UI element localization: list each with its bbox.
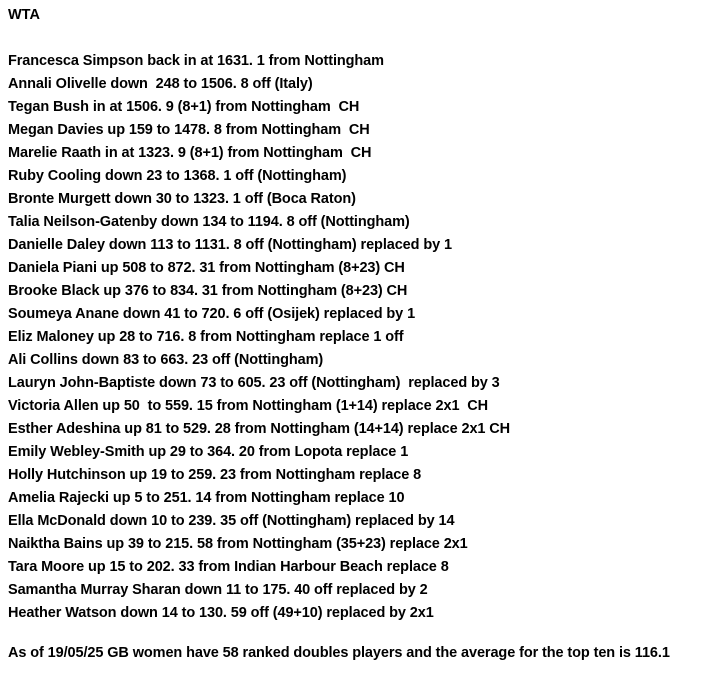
- ranking-entry: Bronte Murgett down 30 to 1323. 1 off (Boca Raton): [8, 191, 356, 207]
- ranking-entry: Danielle Daley down 113 to 1131. 8 off (Nottingham) replaced by 1: [8, 237, 452, 253]
- ranking-entry: Soumeya Anane down 41 to 720. 6 off (Osijek) replaced by 1: [8, 306, 416, 322]
- ranking-entry: Eliz Maloney up 28 to 716. 8 from Nottingham replace 1 off: [8, 329, 404, 345]
- ranking-entry: Tegan Bush in at 1506. 9 (8+1) from Nottingham CH: [8, 99, 360, 115]
- ranking-entry: Brooke Black up 376 to 834. 31 from Nottingham (8+23) CH: [8, 283, 408, 299]
- summary-footer: As of 19/05/25 GB women have 58 ranked doubles players and the average for the top ten is 116.1: [8, 645, 670, 661]
- ranking-entry: Naiktha Bains up 39 to 215. 58 from Nottingham (35+23) replace 2x1: [8, 536, 468, 552]
- document-body: [8, 5, 724, 665]
- ranking-entry: Amelia Rajecki up 5 to 251. 14 from Nottingham replace 10: [8, 490, 405, 506]
- ranking-entry: Ella McDonald down 10 to 239. 35 off (Nottingham) replaced by 14: [8, 513, 455, 529]
- ranking-entry: Samantha Murray Sharan down 11 to 175. 40 off replaced by 2: [8, 582, 428, 598]
- ranking-entry: Francesca Simpson back in at 1631. 1 from Nottingham: [8, 53, 384, 69]
- ranking-entry: Holly Hutchinson up 19 to 259. 23 from Nottingham replace 8: [8, 467, 422, 483]
- ranking-entry: Marelie Raath in at 1323. 9 (8+1) from Nottingham CH: [8, 145, 372, 161]
- spacer: [8, 625, 724, 642]
- ranking-entry: Victoria Allen up 50 to 559. 15 from Nottingham (1+14) replace 2x1 CH: [8, 398, 489, 414]
- ranking-entry: Daniela Piani up 508 to 872. 31 from Nottingham (8+23) CH: [8, 260, 405, 276]
- ranking-entry: Esther Adeshina up 81 to 529. 28 from Nottingham (14+14) replace 2x1 CH: [8, 421, 511, 437]
- ranking-entry: Ali Collins down 83 to 663. 23 off (Nottingham): [8, 352, 324, 368]
- document-heading: WTA: [8, 7, 40, 23]
- ranking-entry: Megan Davies up 159 to 1478. 8 from Nottingham CH: [8, 122, 370, 138]
- ranking-entry: Tara Moore up 15 to 202. 33 from Indian Harbour Beach replace 8: [8, 559, 449, 575]
- ranking-entry: Emily Webley-Smith up 29 to 364. 20 from Lopota replace 1: [8, 444, 409, 460]
- ranking-entry: Talia Neilson-Gatenby down 134 to 1194. 8 off (Nottingham): [8, 214, 410, 230]
- ranking-entry: Annali Olivelle down 248 to 1506. 8 off (Italy): [8, 76, 313, 92]
- ranking-entry: Ruby Cooling down 23 to 1368. 1 off (Nottingham): [8, 168, 347, 184]
- ranking-entry: Lauryn John-Baptiste down 73 to 605. 23 off (Nottingham) replaced by 3: [8, 375, 500, 391]
- ranking-change-list: [8, 50, 724, 625]
- ranking-entry: Heather Watson down 14 to 130. 59 off (49+10) replaced by 2x1: [8, 605, 434, 621]
